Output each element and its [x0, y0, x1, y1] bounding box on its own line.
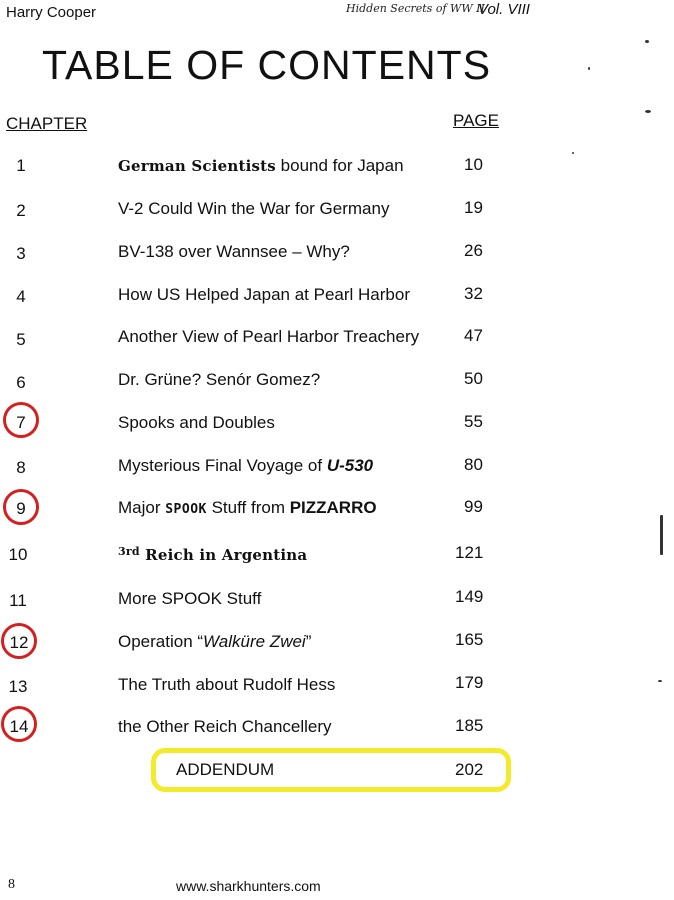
- scan-speck: [660, 515, 663, 555]
- chapter-title-text: Mysterious Final Voyage of: [118, 456, 327, 475]
- chapter-title-text: Major: [118, 498, 166, 517]
- chapter-title-ordinal: [118, 546, 140, 564]
- footer-page-number: 8: [8, 877, 15, 892]
- chapter-page: 121: [455, 543, 484, 562]
- author-name: Harry Cooper: [6, 4, 97, 21]
- chapter-title-name: PIZZARRO: [289, 498, 377, 517]
- chapter-title-gothic: German Scientists: [118, 157, 276, 175]
- ordinal-text: 3rd: [118, 545, 140, 558]
- chapter-title: The Truth about Rudolf Hess: [118, 675, 336, 694]
- chapter-column-header: CHAPTER: [6, 114, 88, 133]
- chapter-number: 2: [16, 201, 26, 220]
- scan-speck: [645, 110, 651, 113]
- chapter-title: [118, 545, 307, 565]
- chapter-number: 5: [16, 330, 26, 349]
- addendum-page: 202: [455, 760, 484, 779]
- chapter-title: [118, 498, 377, 518]
- scan-speck: [572, 152, 574, 154]
- chapter-title: Another View of Pearl Harbor Treachery: [118, 327, 420, 346]
- chapter-number: 12: [9, 633, 29, 652]
- series-title: Hidden Secrets of WW II: [346, 2, 485, 15]
- chapter-title: Dr. Grüne? Senór Gomez?: [118, 370, 321, 389]
- chapter-page: 32: [464, 284, 483, 303]
- chapter-page: 80: [464, 455, 483, 474]
- chapter-page: 165: [455, 630, 484, 649]
- chapter-number: 7: [16, 413, 26, 432]
- chapter-page: 10: [464, 155, 483, 174]
- chapter-page: 19: [464, 198, 483, 217]
- chapter-page: 47: [464, 326, 483, 345]
- chapter-number: 8: [16, 458, 26, 477]
- chapter-title-rest: bound for Japan: [275, 156, 404, 175]
- scan-speck: [658, 680, 662, 682]
- chapter-title-gothic: Reich in Argentina: [139, 546, 308, 564]
- chapter-title: V-2 Could Win the War for Germany: [118, 199, 390, 218]
- chapter-page: 99: [464, 497, 483, 516]
- chapter-number: 14: [9, 717, 29, 736]
- addendum-title: ADDENDUM: [176, 760, 275, 779]
- chapter-number: 1: [16, 156, 26, 175]
- chapter-number: 4: [16, 287, 26, 306]
- chapter-page: 55: [464, 412, 483, 431]
- footer-website: www.sharkhunters.com: [176, 878, 321, 894]
- chapter-page: 50: [464, 369, 483, 388]
- chapter-number: 6: [16, 373, 26, 392]
- chapter-title: BV-138 over Wannsee – Why?: [118, 242, 350, 261]
- chapter-number: 3: [16, 244, 26, 263]
- chapter-title: Spooks and Doubles: [118, 413, 275, 432]
- chapter-number: 13: [8, 677, 28, 696]
- chapter-page: 185: [455, 716, 484, 735]
- scan-speck: [588, 67, 590, 70]
- chapter-title-text: ”: [305, 632, 312, 651]
- volume-label: Vol. VIII: [478, 1, 530, 18]
- page-column-header: PAGE: [453, 111, 499, 130]
- chapter-number: 11: [9, 591, 27, 610]
- chapter-title-text: Operation “: [118, 632, 204, 651]
- chapter-title: the Other Reich Chancellery: [118, 717, 332, 736]
- chapter-page: 179: [455, 673, 484, 692]
- chapter-title-spook: SPOOK: [165, 502, 207, 517]
- chapter-title: [118, 456, 373, 476]
- chapter-page: 149: [455, 587, 484, 606]
- chapter-page: 26: [464, 241, 483, 260]
- chapter-title-text: Stuff from: [206, 498, 290, 517]
- chapter-title: More SPOOK Stuff: [118, 589, 262, 608]
- chapter-number: 10: [8, 545, 28, 564]
- chapter-title-boat: U-530: [326, 456, 374, 475]
- chapter-number: 9: [16, 499, 26, 518]
- chapter-title: [118, 156, 404, 176]
- chapter-title: [118, 632, 311, 652]
- page-title: TABLE OF CONTENTS: [42, 42, 492, 88]
- chapter-title: How US Helped Japan at Pearl Harbor: [118, 285, 410, 304]
- chapter-title-italic: Walküre Zwei: [203, 632, 306, 651]
- scan-speck: [645, 40, 649, 43]
